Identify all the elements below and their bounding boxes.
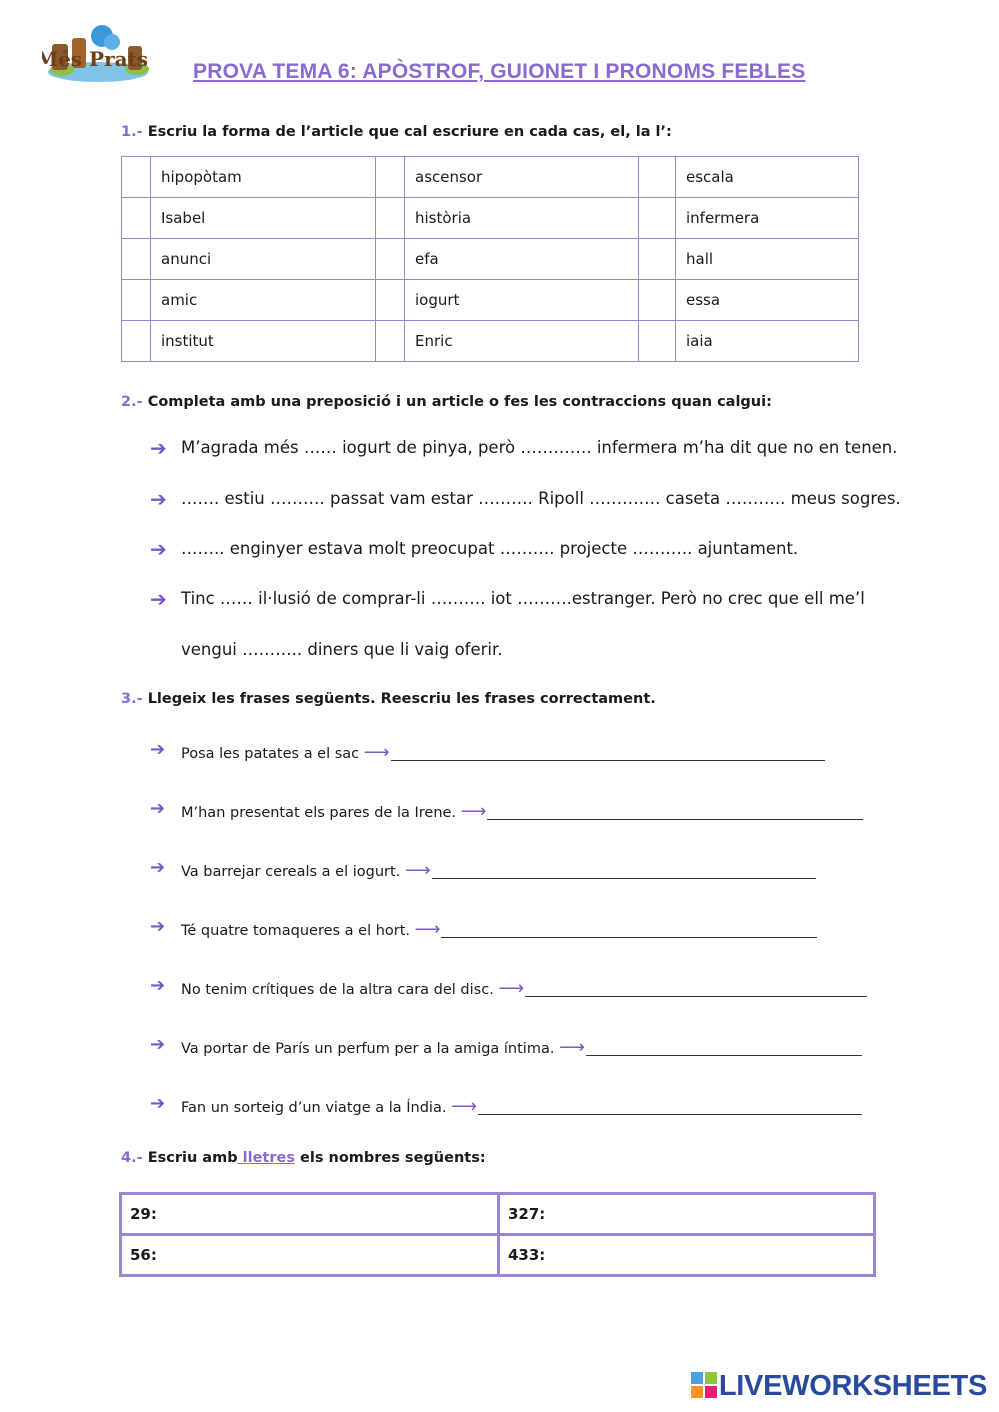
number-cell[interactable]: 327: — [499, 1194, 875, 1235]
q1-article-table — [121, 156, 859, 362]
noun-cell: anunci — [151, 239, 376, 280]
q3-item — [181, 860, 816, 881]
q2-item: M’agrada més …… iogurt de pinya, però …………. infermera m’ha dit que no en tenen. — [181, 438, 898, 457]
article-answer-cell[interactable] — [639, 198, 676, 239]
table-row — [122, 198, 859, 239]
answer-line[interactable] — [391, 759, 825, 761]
arrow-right-icon: ➔ — [150, 857, 166, 878]
long-arrow-icon: ⟶ — [414, 919, 441, 940]
logo-text: Més Prats — [42, 47, 149, 71]
q4-numbers-table — [119, 1192, 876, 1277]
table-row — [122, 239, 859, 280]
article-answer-cell[interactable] — [376, 157, 405, 198]
q2-number: 2.- — [121, 394, 143, 410]
q4-heading — [121, 1150, 486, 1166]
article-answer-cell[interactable] — [376, 239, 405, 280]
noun-cell: iogurt — [405, 280, 639, 321]
noun-cell: essa — [676, 280, 859, 321]
long-arrow-icon: ⟶ — [363, 742, 390, 763]
q3-sentence: Fan un sorteig d’un viatge a la Índia. — [181, 1100, 447, 1116]
arrow-right-icon: ➔ — [150, 739, 166, 760]
article-answer-cell[interactable] — [376, 280, 405, 321]
q3-instruction: Llegeix les frases següents. Reescriu les frases correctament. — [147, 691, 656, 707]
q3-item — [181, 1096, 862, 1117]
article-answer-cell[interactable] — [122, 157, 151, 198]
q3-item — [181, 919, 817, 940]
q2-instruction: Completa amb una preposició i un article o fes les contraccions quan calgui: — [147, 394, 772, 410]
q3-item — [181, 742, 825, 763]
noun-cell: infermera — [676, 198, 859, 239]
q1-heading — [121, 124, 672, 140]
page-title: PROVA TEMA 6: APÒSTROF, GUIONET I PRONOMS FEBLES — [193, 60, 806, 83]
answer-line[interactable] — [432, 877, 816, 879]
arrow-right-icon: ➔ — [150, 916, 166, 937]
noun-cell: escala — [676, 157, 859, 198]
brand-text: LIVEWORKSHEETS — [718, 1370, 987, 1402]
noun-cell: hall — [676, 239, 859, 280]
article-answer-cell[interactable] — [122, 280, 151, 321]
number-cell[interactable]: 56: — [121, 1235, 499, 1276]
q2-item: Tinc …… il·lusió de comprar-li ………. iot ……….estranger. Però no crec que ell me’l — [181, 589, 865, 608]
article-answer-cell[interactable] — [122, 321, 151, 362]
q2-item: …….. enginyer estava molt preocupat ………. projecte ……….. ajuntament. — [181, 539, 799, 558]
q3-sentence: Va barrejar cereals a el iogurt. — [181, 864, 401, 880]
long-arrow-icon: ⟶ — [460, 801, 487, 822]
arrow-right-icon: ➔ — [150, 975, 166, 996]
article-answer-cell[interactable] — [639, 157, 676, 198]
noun-cell: Isabel — [151, 198, 376, 239]
table-row — [122, 280, 859, 321]
arrow-right-icon: ➔ — [150, 436, 167, 460]
noun-cell: Enric — [405, 321, 639, 362]
article-answer-cell[interactable] — [122, 239, 151, 280]
q2-item-continuation: vengui ……….. diners que li vaig oferir. — [181, 640, 503, 659]
number-cell[interactable]: 29: — [121, 1194, 499, 1235]
arrow-right-icon: ➔ — [150, 487, 167, 511]
arrow-right-icon: ➔ — [150, 798, 166, 819]
q3-sentence: Té quatre tomaqueres a el hort. — [181, 923, 411, 939]
school-logo — [42, 22, 154, 86]
q4-instruction-pre: Escriu amb — [147, 1150, 238, 1166]
q3-heading — [121, 691, 656, 707]
q3-item — [181, 978, 867, 999]
noun-cell: amic — [151, 280, 376, 321]
article-answer-cell[interactable] — [122, 198, 151, 239]
table-row — [122, 157, 859, 198]
noun-cell: ascensor — [405, 157, 639, 198]
noun-cell: iaia — [676, 321, 859, 362]
arrow-right-icon: ➔ — [150, 537, 167, 561]
noun-cell: hipopòtam — [151, 157, 376, 198]
answer-line[interactable] — [478, 1113, 862, 1115]
q3-sentence: M’han presentat els pares de la Irene. — [181, 805, 457, 821]
q3-sentence: Va portar de París un perfum per a la amiga íntima. — [181, 1041, 555, 1057]
liveworksheets-brand — [691, 1370, 987, 1403]
arrow-right-icon: ➔ — [150, 1034, 166, 1055]
noun-cell: institut — [151, 321, 376, 362]
q3-item — [181, 1037, 862, 1058]
article-answer-cell[interactable] — [639, 280, 676, 321]
article-answer-cell[interactable] — [376, 321, 405, 362]
long-arrow-icon: ⟶ — [559, 1037, 585, 1058]
long-arrow-icon: ⟶ — [498, 978, 525, 999]
q2-item: ……. estiu ………. passat vam estar ………. Ripoll …………. caseta ……….. meus sogres. — [181, 489, 901, 508]
q3-sentence: No tenim crítiques de la altra cara del disc. — [181, 982, 494, 998]
answer-line[interactable] — [525, 995, 867, 997]
answer-line[interactable] — [441, 936, 817, 938]
noun-cell: història — [405, 198, 639, 239]
article-answer-cell[interactable] — [639, 321, 676, 362]
q4-number: 4.- — [121, 1150, 143, 1166]
q3-item — [181, 801, 863, 822]
q3-sentence: Posa les patates a el sac — [181, 746, 360, 762]
number-cell[interactable]: 433: — [499, 1235, 875, 1276]
article-answer-cell[interactable] — [376, 198, 405, 239]
answer-line[interactable] — [586, 1054, 862, 1056]
q2-heading — [121, 394, 772, 410]
liveworksheets-logo-icon — [691, 1372, 717, 1398]
long-arrow-icon: ⟶ — [404, 860, 431, 881]
article-answer-cell[interactable] — [639, 239, 676, 280]
arrow-right-icon: ➔ — [150, 1093, 166, 1114]
noun-cell: efa — [405, 239, 639, 280]
long-arrow-icon: ⟶ — [451, 1096, 477, 1117]
q1-number: 1.- — [121, 124, 143, 140]
q3-number: 3.- — [121, 691, 143, 707]
q1-instruction: Escriu la forma de l’article que cal escriure en cada cas, el, la l’: — [147, 124, 672, 140]
table-row — [122, 321, 859, 362]
q4-instruction-post: els nombres següents: — [294, 1150, 486, 1166]
q4-instruction-link: lletres — [237, 1150, 295, 1166]
arrow-right-icon: ➔ — [150, 587, 167, 611]
answer-line[interactable] — [487, 818, 863, 820]
